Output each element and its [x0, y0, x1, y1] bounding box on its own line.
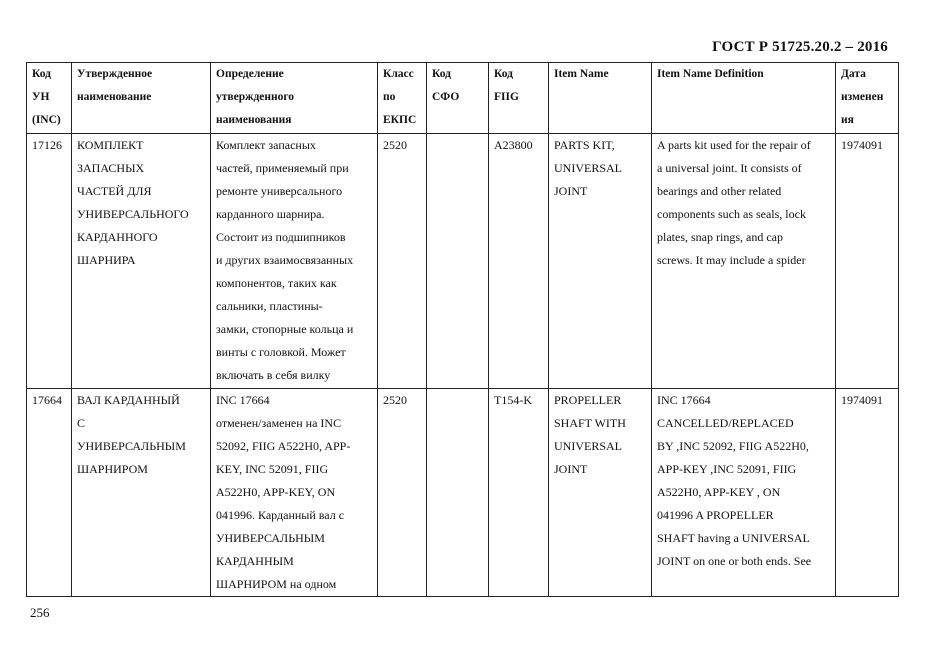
- cell-line: KEY, INC 52091, FIIG: [216, 462, 329, 476]
- cell-line: частей, применяемый при: [216, 161, 349, 175]
- cell-line: включать в себя вилку: [216, 368, 331, 382]
- header-line: Определение: [216, 68, 284, 80]
- table-row: [27, 389, 899, 597]
- header-line: ЕКПС: [383, 114, 417, 126]
- cell-line: ЧАСТЕЙ ДЛЯ: [77, 184, 152, 198]
- cell-definition: [211, 134, 378, 389]
- header-item-name: [549, 63, 652, 134]
- cell-line: INC 17664: [657, 393, 711, 407]
- cell-line: КОМПЛЕКТ: [77, 138, 144, 152]
- cell-approved-name: [72, 389, 211, 597]
- cell-line: КАРДАННЫМ: [216, 554, 294, 568]
- cell-ekps-class: [378, 389, 427, 597]
- cell-line: 2520: [383, 393, 407, 407]
- cell-item-name: [549, 389, 652, 597]
- cell-line: JOINT on one or both ends. See: [657, 554, 812, 568]
- cell-line: plates, snap rings, and cap: [657, 230, 783, 244]
- cell-line: UNIVERSAL: [554, 161, 622, 175]
- cell-ekps-class: [378, 134, 427, 389]
- header-ekps-class: [378, 63, 427, 134]
- cell-line: УНИВЕРСАЛЬНЫМ: [77, 439, 186, 453]
- table-row: [27, 134, 899, 389]
- header-line: изменен: [841, 91, 884, 103]
- cell-line: КАРДАННОГО: [77, 230, 158, 244]
- cell-line: 2520: [383, 138, 407, 152]
- cell-sfo-code: [427, 134, 489, 389]
- cell-definition: [211, 389, 378, 597]
- document-standard-title: ГОСТ Р 51725.20.2 – 2016: [712, 39, 888, 55]
- cell-line: карданного шарнира.: [216, 207, 325, 221]
- cell-line: ШАРНИРА: [77, 253, 136, 267]
- cell-line: JOINT: [554, 462, 588, 476]
- header-approved-name: [72, 63, 211, 134]
- cell-line: T154-K: [494, 393, 532, 407]
- cell-line: ВАЛ КАРДАННЫЙ: [77, 393, 180, 407]
- cell-item-name-definition: [652, 134, 836, 389]
- cell-line: ЗАПАСНЫХ: [77, 161, 145, 175]
- cell-line: УНИВЕРСАЛЬНОГО: [77, 207, 189, 221]
- header-line: Код: [494, 68, 514, 80]
- cell-line: A522H0, APP-KEY, ON: [216, 485, 336, 499]
- nomenclature-table: [26, 62, 899, 597]
- cell-item-name-definition: [652, 389, 836, 597]
- cell-line: UNIVERSAL: [554, 439, 622, 453]
- cell-line: A parts kit used for the repair of: [657, 138, 811, 152]
- cell-line: A23800: [494, 138, 533, 152]
- cell-line: Комплект запасных: [216, 138, 316, 152]
- cell-line: 041996. Карданный вал с: [216, 508, 345, 522]
- header-line: наименования: [216, 114, 292, 126]
- header-line: наименование: [77, 91, 152, 103]
- cell-line: компонентов, таких как: [216, 276, 337, 290]
- cell-line: ремонте универсального: [216, 184, 343, 198]
- cell-line: Состоит из подшипников: [216, 230, 346, 244]
- cell-inc-code: [27, 389, 72, 597]
- header-line: СФО: [432, 91, 460, 103]
- cell-change-date: [836, 134, 899, 389]
- header-line: по: [383, 91, 396, 103]
- cell-line: отменен/заменен на INC: [216, 416, 342, 430]
- cell-line: 1974091: [841, 138, 883, 152]
- cell-line: винты с головкой. Может: [216, 345, 346, 359]
- header-item-name-definition: [652, 63, 836, 134]
- cell-fiig-code: [489, 389, 549, 597]
- cell-line: SHAFT WITH: [554, 416, 626, 430]
- cell-approved-name: [72, 134, 211, 389]
- cell-line: PARTS KIT,: [554, 138, 615, 152]
- cell-line: JOINT: [554, 184, 588, 198]
- cell-line: bearings and other related: [657, 184, 782, 198]
- header-line: Код: [432, 68, 452, 80]
- table-header-row: [27, 63, 899, 134]
- cell-line: APP-KEY ,INC 52091, FIIG: [657, 462, 797, 476]
- cell-line: components such as seals, lock: [657, 207, 806, 221]
- cell-line: ШАРНИРОМ на одном: [216, 577, 337, 591]
- cell-line: 17664: [32, 393, 62, 407]
- cell-change-date: [836, 389, 899, 597]
- header-line: Дата: [841, 68, 866, 80]
- cell-line: сальники, пластины-: [216, 299, 323, 313]
- cell-line: 1974091: [841, 393, 883, 407]
- cell-line: BY ,INC 52092, FIIG A522H0,: [657, 439, 809, 453]
- cell-inc-code: [27, 134, 72, 389]
- cell-line: SHAFT having a UNIVERSAL: [657, 531, 810, 545]
- cell-line: 17126: [32, 138, 62, 152]
- header-line: утвержденного: [216, 91, 295, 103]
- cell-line: PROPELLER: [554, 393, 622, 407]
- header-definition: [211, 63, 378, 134]
- header-line: Item Name: [554, 68, 609, 80]
- cell-line: УНИВЕРСАЛЬНЫМ: [216, 531, 325, 545]
- cell-line: 041996 A PROPELLER: [657, 508, 774, 522]
- header-line: (INC): [32, 114, 61, 126]
- cell-line: 52092, FIIG A522H0, APP-: [216, 439, 351, 453]
- header-change-date: [836, 63, 899, 134]
- header-line: Код: [32, 68, 52, 80]
- cell-line: С: [77, 416, 86, 430]
- header-line: Утвержденное: [77, 68, 153, 80]
- header-inc-code: [27, 63, 72, 134]
- page-number: 256: [30, 605, 50, 620]
- cell-line: CANCELLED/REPLACED: [657, 416, 794, 430]
- header-line: ия: [841, 114, 854, 126]
- cell-line: INC 17664: [216, 393, 270, 407]
- header-sfo-code: [427, 63, 489, 134]
- cell-line: a universal joint. It consists of: [657, 161, 802, 175]
- cell-line: screws. It may include a spider: [657, 253, 806, 267]
- cell-line: ШАРНИРОМ: [77, 462, 148, 476]
- cell-sfo-code: [427, 389, 489, 597]
- header-line: Item Name Definition: [657, 68, 764, 80]
- header-fiig-code: [489, 63, 549, 134]
- cell-line: замки, стопорные кольца и: [216, 322, 354, 336]
- cell-line: A522H0, APP-KEY , ON: [657, 485, 781, 499]
- cell-line: и других взаимосвязанных: [216, 253, 354, 267]
- cell-item-name: [549, 134, 652, 389]
- header-line: FIIG: [494, 91, 519, 103]
- cell-fiig-code: [489, 134, 549, 389]
- header-line: Класс: [383, 68, 414, 80]
- header-line: УН: [32, 91, 50, 103]
